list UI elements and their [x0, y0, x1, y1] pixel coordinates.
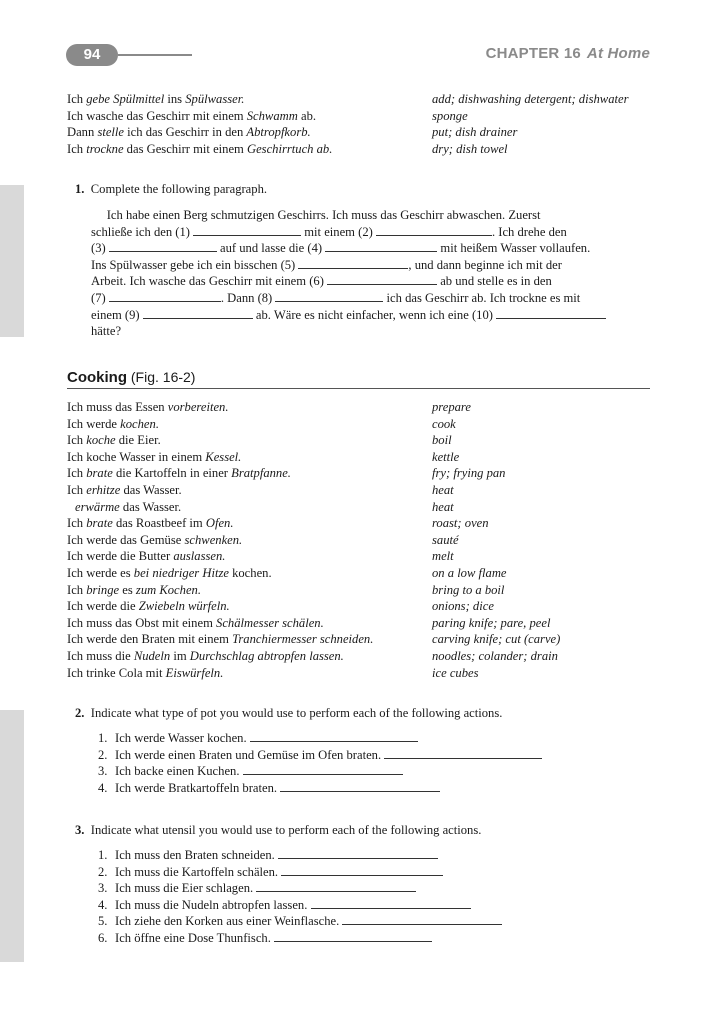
- vocab-cooking-row: [67, 615, 657, 632]
- german-phrase: Ich koche Wasser in einem Kessel.: [67, 449, 242, 464]
- english-gloss: ice cubes: [432, 665, 479, 680]
- english-gloss: on a low flame: [432, 565, 507, 580]
- german-phrase: Ich koche die Eier.: [67, 433, 161, 448]
- answer-blank[interactable]: [280, 781, 440, 792]
- exercise-3-item: [98, 897, 502, 914]
- vocab-list-cooking: [67, 399, 657, 681]
- german-term: kochen.: [120, 416, 159, 431]
- english-gloss: put; dish drainer: [432, 125, 518, 140]
- english-gloss: melt: [432, 549, 454, 564]
- vocab-cooking-row: [67, 399, 657, 416]
- item-number: 3.: [98, 881, 108, 896]
- fill-in-blank[interactable]: [275, 291, 383, 302]
- exercise-3-number: 3.: [75, 823, 85, 837]
- german-phrase: Ich wasche das Geschirr mit einem Schwamm ab.: [67, 108, 317, 123]
- item-number: 1.: [98, 848, 108, 862]
- german-phrase: Ich werde es bei niedriger Hitze kochen.: [67, 565, 272, 580]
- german-phrase: Ich bringe es zum Kochen.: [67, 582, 201, 597]
- english-gloss: roast; oven: [432, 516, 489, 531]
- item-number: 4.: [98, 780, 108, 795]
- german-phrase: Ich muss die Nudeln im Durchschlag abtropfen lassen.: [67, 648, 344, 663]
- vocab-cooking-row: [67, 631, 657, 648]
- section-figure-ref: (Fig. 16-2): [130, 369, 196, 385]
- answer-blank[interactable]: [311, 898, 471, 909]
- german-phrase: Ich werde das Gemüse schwenken.: [67, 532, 243, 547]
- german-term: Ofen.: [205, 516, 234, 531]
- exercise-3-item: [98, 864, 502, 881]
- item-text: Ich muss die Eier schlagen.: [115, 881, 257, 896]
- item-text: Ich muss den Braten schneiden.: [115, 848, 278, 862]
- item-text: Ich ziehe den Korken aus einer Weinflasche.: [115, 914, 343, 929]
- german-phrase: Ich werde kochen.: [67, 416, 159, 431]
- vocab-cooking-row: [67, 465, 657, 482]
- vocab-cooking-row: [67, 665, 657, 682]
- german-phrase: Ich muss das Essen vorbereiten.: [67, 400, 229, 414]
- german-term: zum Kochen.: [135, 582, 201, 597]
- german-term: Tranchiermesser schneiden.: [232, 632, 374, 647]
- vocab-cooking-row: [67, 449, 657, 466]
- fill-in-blank[interactable]: [109, 241, 217, 252]
- german-phrase: Ich brate das Roastbeef im Ofen.: [67, 516, 234, 531]
- german-phrase: erwärme das Wasser.: [75, 499, 182, 514]
- german-phrase: Ich werde die Zwiebeln würfeln.: [67, 599, 230, 614]
- exercise-3-item: [98, 880, 502, 897]
- fill-in-blank[interactable]: [327, 274, 437, 285]
- english-gloss: sponge: [432, 108, 468, 123]
- exercise-1-paragraph: [91, 207, 651, 340]
- exercise-1-heading: [75, 182, 267, 197]
- vocab-cooking-row: [67, 515, 657, 532]
- answer-blank[interactable]: [281, 865, 443, 876]
- english-gloss: onions; dice: [432, 599, 494, 614]
- item-text: Ich backe einen Kuchen.: [115, 764, 243, 779]
- vocab-cooking-row: [67, 598, 657, 615]
- vocab-top-row: [67, 108, 657, 125]
- fill-in-blank[interactable]: [298, 258, 408, 269]
- german-phrase: Ich brate die Kartoffeln in einer Bratpfanne.: [67, 466, 291, 481]
- german-phrase: Ich erhitze das Wasser.: [67, 482, 182, 497]
- answer-blank[interactable]: [342, 914, 502, 925]
- exercise-2-item: [98, 747, 542, 764]
- fill-in-blank[interactable]: [193, 225, 301, 236]
- english-gloss: add; dishwashing detergent; dishwater: [432, 92, 629, 106]
- german-phrase: Ich trinke Cola mit Eiswürfeln.: [67, 665, 224, 680]
- vocab-top-row: [67, 124, 657, 141]
- chapter-title: At Home: [586, 45, 650, 62]
- section-heading-cooking: [67, 369, 650, 389]
- fill-in-blank[interactable]: [109, 291, 221, 302]
- side-margin-tab-bottom: [0, 710, 24, 962]
- german-term: Durchschlag abtropfen lassen.: [189, 648, 344, 663]
- paragraph-line: Arbeit. Ich wasche das Geschirr mit einem (6) ab und stelle es in den: [91, 274, 552, 289]
- exercise-3-instruction: Indicate what utensil you would use to perform each of the following actions.: [90, 823, 482, 837]
- english-gloss: carving knife; cut (carve): [432, 632, 561, 647]
- german-term: trockne: [86, 141, 124, 156]
- fill-in-blank[interactable]: [143, 308, 253, 319]
- fill-in-blank[interactable]: [325, 241, 437, 252]
- german-term: koche: [86, 433, 116, 448]
- item-text: Ich werde Bratkartoffeln braten.: [115, 780, 281, 795]
- fill-in-blank[interactable]: [496, 308, 606, 319]
- german-phrase: Ich muss das Obst mit einem Schälmesser schälen.: [67, 615, 324, 630]
- item-number: 2.: [98, 864, 108, 879]
- german-phrase: Ich gebe Spülmittel ins Spülwasser.: [67, 92, 245, 106]
- item-number: 5.: [98, 914, 108, 929]
- item-number: 6.: [98, 930, 108, 945]
- german-term: Spülwasser.: [185, 92, 245, 106]
- section-title: Cooking: [67, 369, 127, 386]
- paragraph-line: (3) auf und lasse die (4) mit heißem Wasser vollaufen.: [91, 241, 591, 256]
- vocab-cooking-row: [67, 432, 657, 449]
- exercise-3-heading: [75, 823, 481, 838]
- vocab-cooking-row: [67, 482, 657, 499]
- german-term: Kessel.: [205, 449, 242, 464]
- english-gloss: paring knife; pare, peel: [432, 615, 551, 630]
- german-term: stelle: [97, 125, 125, 140]
- german-term: vorbereiten.: [167, 400, 229, 414]
- english-gloss: dry; dish towel: [432, 141, 508, 156]
- exercise-1-number: 1.: [75, 182, 85, 196]
- item-number: 4.: [98, 897, 108, 912]
- german-phrase: Dann stelle ich das Geschirr in den Abtropfkorb.: [67, 125, 311, 140]
- item-text: Ich öffne eine Dose Thunfisch.: [115, 930, 275, 945]
- answer-blank[interactable]: [256, 881, 416, 892]
- vocab-top-row: [67, 141, 657, 158]
- german-term: Schwamm: [246, 108, 298, 123]
- answer-blank[interactable]: [250, 731, 418, 742]
- exercise-2-number: 2.: [75, 706, 85, 720]
- vocab-cooking-row: [67, 532, 657, 549]
- exercise-2-heading: [75, 706, 502, 721]
- german-phrase: Ich werde die Butter auslassen.: [67, 549, 226, 564]
- german-term: bei niedriger Hitze: [133, 565, 229, 580]
- german-term: Bratpfanne.: [231, 466, 291, 481]
- german-term: Zwiebeln würfeln.: [138, 599, 230, 614]
- vocab-list-dishwashing: [67, 91, 657, 157]
- vocab-cooking-row: [67, 582, 657, 599]
- side-margin-tab-top: [0, 185, 24, 337]
- german-term: erwärme: [75, 499, 120, 514]
- answer-blank[interactable]: [384, 748, 542, 759]
- exercise-1-instruction: Complete the following paragraph.: [90, 182, 268, 196]
- page-number: 94: [66, 44, 118, 66]
- english-gloss: cook: [432, 416, 456, 431]
- exercise-2-item: [98, 730, 542, 747]
- german-term: Eiswürfeln.: [165, 665, 224, 680]
- english-gloss: prepare: [432, 400, 471, 414]
- exercise-3-item: [98, 847, 502, 864]
- german-term: Geschirrtuch ab.: [247, 141, 333, 156]
- paragraph-line: schließe ich den (1) mit einem (2) . Ich drehe den: [91, 224, 567, 239]
- paragraph-line: Ins Spülwasser gebe ich ein bisschen (5) , und dann beginne ich mit der: [91, 257, 562, 272]
- english-gloss: noodles; colander; drain: [432, 648, 558, 663]
- item-text: Ich muss die Kartoffeln schälen.: [115, 864, 282, 879]
- german-term: erhitze: [86, 482, 121, 497]
- paragraph-line: hätte?: [91, 324, 122, 339]
- item-text: Ich muss die Nudeln abtropfen lassen.: [115, 897, 311, 912]
- german-phrase: Ich werde den Braten mit einem Tranchiermesser schneiden.: [67, 632, 374, 647]
- paragraph-line: einem (9) ab. Wäre es nicht einfacher, wenn ich eine (10): [91, 307, 651, 324]
- vocab-cooking-row: [67, 499, 657, 516]
- vocab-cooking-row: [67, 565, 657, 582]
- paragraph-line: Ich habe einen Berg schmutzigen Geschirrs. Ich muss das Geschirr abwaschen. Zuerst: [91, 208, 541, 222]
- exercise-3-item: [98, 913, 502, 930]
- german-term: Schälmesser schälen.: [216, 615, 324, 630]
- german-term: auslassen.: [173, 549, 226, 564]
- german-term: schwenken.: [184, 532, 243, 547]
- item-number: 3.: [98, 764, 108, 779]
- english-gloss: heat: [432, 482, 454, 497]
- german-term: Abtropfkorb.: [246, 125, 311, 140]
- german-term: brate: [86, 466, 113, 481]
- english-gloss: heat: [432, 499, 454, 514]
- answer-blank[interactable]: [278, 848, 438, 859]
- english-gloss: sauté: [432, 532, 459, 547]
- answer-blank[interactable]: [274, 931, 432, 942]
- chapter-label: CHAPTER 16: [485, 45, 581, 62]
- vocab-cooking-row: [67, 416, 657, 433]
- header-rule: [118, 54, 192, 56]
- exercise-2-instruction: Indicate what type of pot you would use to perform each of the following actions.: [90, 706, 503, 720]
- english-gloss: kettle: [432, 449, 460, 464]
- answer-blank[interactable]: [243, 764, 403, 775]
- german-phrase: Ich trockne das Geschirr mit einem Geschirrtuch ab.: [67, 141, 333, 156]
- exercise-2-list: [98, 730, 542, 796]
- paragraph-line: (7) . Dann (8) ich das Geschirr ab. Ich trockne es mit: [91, 290, 581, 305]
- exercise-3-item: [98, 930, 502, 947]
- english-gloss: fry; frying pan: [432, 466, 506, 481]
- item-text: Ich werde einen Braten und Gemüse im Ofen braten.: [115, 747, 385, 762]
- item-number: 1.: [98, 731, 108, 745]
- english-gloss: boil: [432, 433, 452, 448]
- german-term: Nudeln: [133, 648, 171, 663]
- item-text: Ich werde Wasser kochen.: [115, 731, 250, 745]
- item-number: 2.: [98, 747, 108, 762]
- english-gloss: bring to a boil: [432, 582, 505, 597]
- exercise-3-list: [98, 847, 502, 947]
- german-term: bringe: [86, 582, 120, 597]
- vocab-cooking-row: [67, 648, 657, 665]
- vocab-top-row: [67, 91, 657, 108]
- exercise-2-item: [98, 780, 542, 797]
- exercise-2-item: [98, 763, 542, 780]
- chapter-heading: [486, 45, 650, 62]
- german-term: gebe Spülmittel: [86, 92, 165, 106]
- german-term: brate: [86, 516, 113, 531]
- fill-in-blank[interactable]: [376, 225, 492, 236]
- vocab-cooking-row: [67, 548, 657, 565]
